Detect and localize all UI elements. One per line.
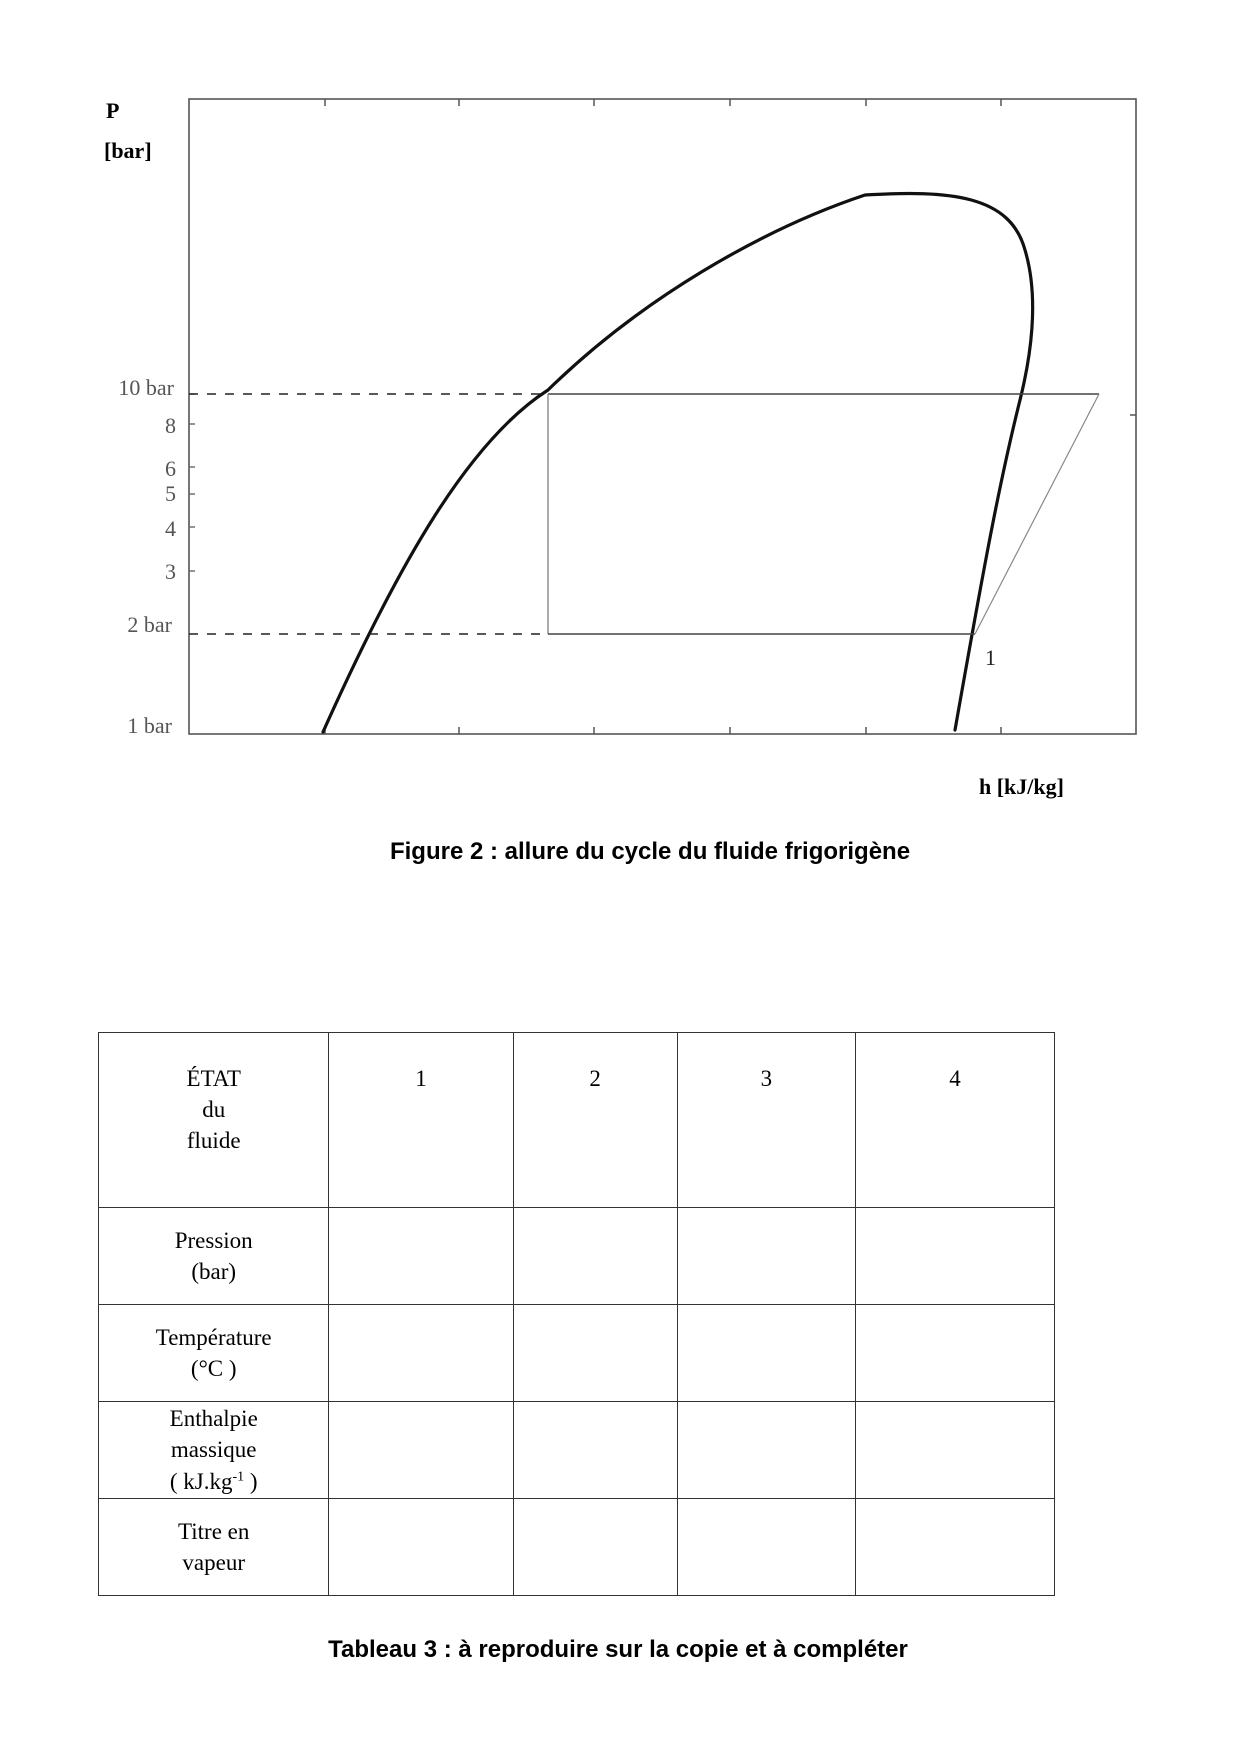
table-row-pressure	[99, 1208, 1055, 1305]
table-cell	[329, 1402, 513, 1499]
bottom-ticks	[325, 727, 1001, 734]
unit-end: )	[244, 1468, 258, 1494]
header-state-line: ÉTAT	[186, 1066, 241, 1091]
row-label-line	[99, 1466, 328, 1497]
figure-caption: Figure 2 : allure du cycle du fluide frigorigène	[389, 838, 911, 865]
header-col-3: 3	[677, 1033, 855, 1208]
y-axis-title-unit: [bar]	[104, 138, 152, 163]
table-cell	[513, 1499, 677, 1596]
row-label-line: Pression	[174, 1227, 253, 1253]
table-cell	[677, 1305, 855, 1402]
header-state-line: fluide	[186, 1128, 241, 1154]
row-label-line: vapeur	[182, 1550, 245, 1575]
y-tick-label-4: 4	[165, 516, 176, 541]
y-tick-label-5: 5	[165, 481, 176, 506]
row-label-enthalpy	[99, 1402, 329, 1499]
table-cell	[855, 1402, 1054, 1499]
table-cell	[677, 1499, 855, 1596]
header-col-1: 1	[329, 1033, 513, 1208]
top-ticks	[325, 99, 1001, 106]
ph-diagram	[0, 0, 1240, 830]
table-cell	[329, 1499, 513, 1596]
header-state-line: du	[202, 1097, 226, 1123]
row-label-vapor-quality	[99, 1499, 329, 1596]
y-tick-label-6: 6	[165, 456, 176, 481]
header-col-2: 2	[513, 1033, 677, 1208]
table-row-temperature	[99, 1305, 1055, 1402]
row-label-line: massique	[170, 1437, 257, 1463]
table-cell	[513, 1402, 677, 1499]
row-label-pressure	[99, 1208, 329, 1305]
table-cell	[855, 1499, 1054, 1596]
y-tick-label-8: 8	[165, 413, 176, 438]
table-cell	[329, 1305, 513, 1402]
y-tick-label-10-bar: 10 bar	[118, 375, 174, 400]
y-tick-label-2-bar: 2 bar	[127, 612, 172, 637]
table-cell	[855, 1208, 1054, 1305]
table-caption: Tableau 3 : à reproduire sur la copie et à compléter	[328, 1636, 908, 1663]
x-axis-title: h [kJ/kg]	[979, 774, 1064, 799]
row-label-line: (bar)	[191, 1259, 237, 1284]
table-row-vapor-quality	[99, 1499, 1055, 1596]
state-table	[98, 1032, 1055, 1596]
table-cell	[677, 1402, 855, 1499]
table-cell	[677, 1208, 855, 1305]
point-1-label: 1	[985, 645, 996, 670]
table-row-enthalpy	[99, 1402, 1055, 1499]
table-cell	[855, 1305, 1054, 1402]
header-col-4: 4	[855, 1033, 1054, 1208]
row-label-line: Température	[155, 1324, 272, 1350]
y-tick-label-1-bar: 1 bar	[127, 713, 172, 738]
row-label-line: Titre en	[178, 1518, 250, 1544]
y-axis-title-p: P	[106, 98, 120, 123]
plot-frame	[189, 99, 1136, 734]
row-label-temperature	[99, 1305, 329, 1402]
table-header-row	[99, 1033, 1055, 1208]
y-tick-label-3: 3	[165, 559, 176, 584]
saturation-dome	[323, 194, 1033, 732]
table-cell	[329, 1208, 513, 1305]
row-label-line: (°C )	[190, 1356, 237, 1381]
left-ticks	[189, 394, 195, 571]
row-label-line: Enthalpie	[169, 1406, 258, 1432]
unit-base: ( kJ.kg	[169, 1468, 233, 1494]
table-cell	[513, 1208, 677, 1305]
unit-exponent: -1	[232, 1468, 245, 1484]
header-state-cell	[99, 1033, 329, 1208]
table-cell	[513, 1305, 677, 1402]
